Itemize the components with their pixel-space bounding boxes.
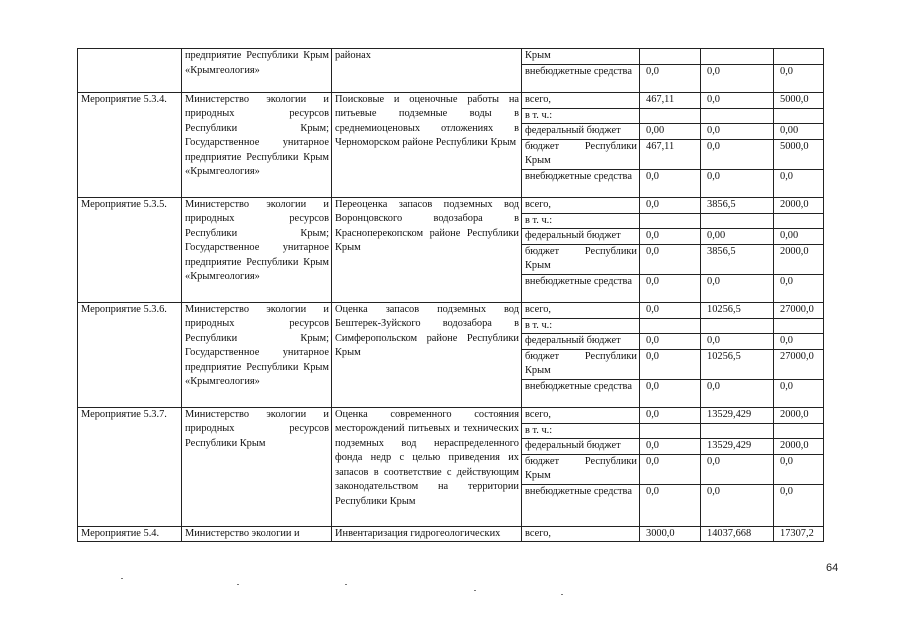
- amount-col1-cell: 0,0: [640, 334, 701, 350]
- amount-col2-cell: 0,0: [701, 92, 774, 108]
- page-number: 64: [826, 562, 839, 574]
- amount-col2-cell: 13529,429: [701, 407, 774, 423]
- amount-col3-cell: 5000,0: [774, 139, 824, 169]
- amount-col1-cell: 0,0: [640, 274, 701, 302]
- measure-id-cell: [78, 49, 182, 93]
- amount-col1-cell: 0,0: [640, 169, 701, 197]
- amount-col2-cell: 0,0: [701, 124, 774, 140]
- amount-col3-cell: 27000,0: [774, 349, 824, 379]
- measure-id-cell: Мероприятие 5.3.4.: [78, 92, 182, 197]
- scan-speck: [474, 590, 476, 591]
- funding-table-body: [78, 49, 824, 542]
- amount-col2-cell: 0,0: [701, 334, 774, 350]
- amount-col1-cell: 467,11: [640, 139, 701, 169]
- amount-col3-cell: 17307,2: [774, 526, 824, 542]
- amount-col3-cell: 2000,0: [774, 439, 824, 455]
- amount-col3-cell: 0,0: [774, 379, 824, 407]
- funding-source-cell: бюджет Республики Крым: [522, 139, 640, 169]
- amount-col1-cell: 0,0: [640, 64, 701, 92]
- amount-col3-cell: 0,0: [774, 274, 824, 302]
- funding-source-cell: федеральный бюджет: [522, 229, 640, 245]
- measure-name-cell: Переоценка запасов подземных вод Воронцовского водозабора в Красноперекопском районе Республики Крым: [332, 197, 522, 302]
- amount-col1-cell: [640, 318, 701, 334]
- amount-col1-cell: 3000,0: [640, 526, 701, 542]
- measure-name-cell: Оценка запасов подземных вод Бештерек-Зуйского водозабора в Симферопольском районе Республики Крым: [332, 302, 522, 407]
- amount-col2-cell: 0,0: [701, 484, 774, 526]
- funding-table: [77, 48, 824, 542]
- amount-col2-cell: 3856,5: [701, 197, 774, 213]
- amount-col3-cell: 0,0: [774, 64, 824, 92]
- funding-source-cell: Крым: [522, 49, 640, 65]
- amount-col1-cell: 0,0: [640, 439, 701, 455]
- amount-col3-cell: 0,0: [774, 169, 824, 197]
- amount-col1-cell: 0,0: [640, 454, 701, 484]
- funding-source-cell: внебюджетные средства: [522, 484, 640, 526]
- executor-cell: Министерство экологии и природных ресурсов Республики Крым: [182, 407, 332, 526]
- funding-source-cell: федеральный бюджет: [522, 334, 640, 350]
- amount-col1-cell: 0,0: [640, 197, 701, 213]
- executor-cell: Министерство экологии и природных ресурсов Республики Крым; Государственное унитарное предприятие Республики Крым «Крымгеология»: [182, 302, 332, 407]
- funding-source-cell: всего,: [522, 526, 640, 542]
- funding-source-cell: всего,: [522, 92, 640, 108]
- amount-col3-cell: [774, 49, 824, 65]
- amount-col1-cell: 0,0: [640, 379, 701, 407]
- funding-source-cell: в т. ч.:: [522, 213, 640, 229]
- amount-col2-cell: 0,00: [701, 229, 774, 245]
- funding-source-cell: бюджет Республики Крым: [522, 454, 640, 484]
- table-row: [78, 49, 824, 65]
- funding-source-cell: в т. ч.:: [522, 108, 640, 124]
- funding-source-cell: всего,: [522, 407, 640, 423]
- amount-col1-cell: 467,11: [640, 92, 701, 108]
- executor-cell: предприятие Республики Крым «Крымгеология»: [182, 49, 332, 93]
- amount-col2-cell: [701, 49, 774, 65]
- amount-col2-cell: 0,0: [701, 139, 774, 169]
- amount-col1-cell: 0,0: [640, 484, 701, 526]
- funding-source-cell: в т. ч.:: [522, 423, 640, 439]
- amount-col2-cell: 13529,429: [701, 439, 774, 455]
- amount-col1-cell: 0,0: [640, 407, 701, 423]
- amount-col1-cell: [640, 108, 701, 124]
- amount-col3-cell: 0,00: [774, 124, 824, 140]
- amount-col2-cell: [701, 318, 774, 334]
- amount-col2-cell: 14037,668: [701, 526, 774, 542]
- measure-id-cell: Мероприятие 5.3.5.: [78, 197, 182, 302]
- funding-source-cell: внебюджетные средства: [522, 274, 640, 302]
- amount-col3-cell: [774, 108, 824, 124]
- executor-cell: Министерство экологии и: [182, 526, 332, 542]
- amount-col2-cell: 0,0: [701, 379, 774, 407]
- amount-col3-cell: 2000,0: [774, 407, 824, 423]
- scan-speck: [345, 584, 347, 585]
- amount-col3-cell: 27000,0: [774, 302, 824, 318]
- amount-col3-cell: 0,0: [774, 454, 824, 484]
- amount-col3-cell: 5000,0: [774, 92, 824, 108]
- table-row: [78, 302, 824, 318]
- executor-cell: Министерство экологии и природных ресурсов Республики Крым; Государственное унитарное предприятие Республики Крым «Крымгеология»: [182, 197, 332, 302]
- table-row: [78, 92, 824, 108]
- amount-col1-cell: 0,0: [640, 229, 701, 245]
- measure-id-cell: Мероприятие 5.3.6.: [78, 302, 182, 407]
- amount-col2-cell: 0,0: [701, 169, 774, 197]
- amount-col1-cell: 0,0: [640, 302, 701, 318]
- amount-col1-cell: 0,00: [640, 124, 701, 140]
- funding-source-cell: всего,: [522, 302, 640, 318]
- amount-col1-cell: 0,0: [640, 349, 701, 379]
- amount-col3-cell: 0,0: [774, 334, 824, 350]
- executor-cell: Министерство экологии и природных ресурсов Республики Крым; Государственное унитарное предприятие Республики Крым «Крымгеология»: [182, 92, 332, 197]
- amount-col2-cell: 0,0: [701, 454, 774, 484]
- amount-col2-cell: [701, 423, 774, 439]
- funding-source-cell: в т. ч.:: [522, 318, 640, 334]
- scan-speck: [121, 578, 123, 579]
- amount-col1-cell: [640, 423, 701, 439]
- amount-col1-cell: [640, 49, 701, 65]
- measure-name-cell: Поисковые и оценочные работы на питьевые подземные воды в среднемиоценовых отложениях в Черноморском районе Республики Крым: [332, 92, 522, 197]
- amount-col3-cell: [774, 423, 824, 439]
- measure-name-cell: Инвентаризация гидрогеологических: [332, 526, 522, 542]
- funding-source-cell: внебюджетные средства: [522, 169, 640, 197]
- amount-col1-cell: 0,0: [640, 244, 701, 274]
- amount-col3-cell: 0,00: [774, 229, 824, 245]
- funding-source-cell: бюджет Республики Крым: [522, 349, 640, 379]
- amount-col2-cell: [701, 213, 774, 229]
- measure-name-cell: районах: [332, 49, 522, 93]
- measure-id-cell: Мероприятие 5.4.: [78, 526, 182, 542]
- amount-col2-cell: 10256,5: [701, 349, 774, 379]
- funding-source-cell: бюджет Республики Крым: [522, 244, 640, 274]
- funding-source-cell: внебюджетные средства: [522, 379, 640, 407]
- amount-col3-cell: 0,0: [774, 484, 824, 526]
- amount-col3-cell: 2000,0: [774, 244, 824, 274]
- table-row: [78, 197, 824, 213]
- measure-id-cell: Мероприятие 5.3.7.: [78, 407, 182, 526]
- amount-col1-cell: [640, 213, 701, 229]
- funding-source-cell: федеральный бюджет: [522, 439, 640, 455]
- amount-col2-cell: 3856,5: [701, 244, 774, 274]
- amount-col3-cell: 2000,0: [774, 197, 824, 213]
- amount-col2-cell: [701, 108, 774, 124]
- table-row: [78, 407, 824, 423]
- scan-speck: [561, 594, 563, 595]
- scan-speck: [237, 584, 239, 585]
- measure-name-cell: Оценка современного состояния месторождений питьевых и технических подземных вод нераспределенного фонда недр с целью приведения их запасов в соответствие с действующим законодательством на территории Республики Крым: [332, 407, 522, 526]
- amount-col3-cell: [774, 318, 824, 334]
- table-row: [78, 526, 824, 542]
- funding-source-cell: всего,: [522, 197, 640, 213]
- amount-col3-cell: [774, 213, 824, 229]
- amount-col2-cell: 0,0: [701, 64, 774, 92]
- funding-source-cell: федеральный бюджет: [522, 124, 640, 140]
- amount-col2-cell: 0,0: [701, 274, 774, 302]
- amount-col2-cell: 10256,5: [701, 302, 774, 318]
- funding-source-cell: внебюджетные средства: [522, 64, 640, 92]
